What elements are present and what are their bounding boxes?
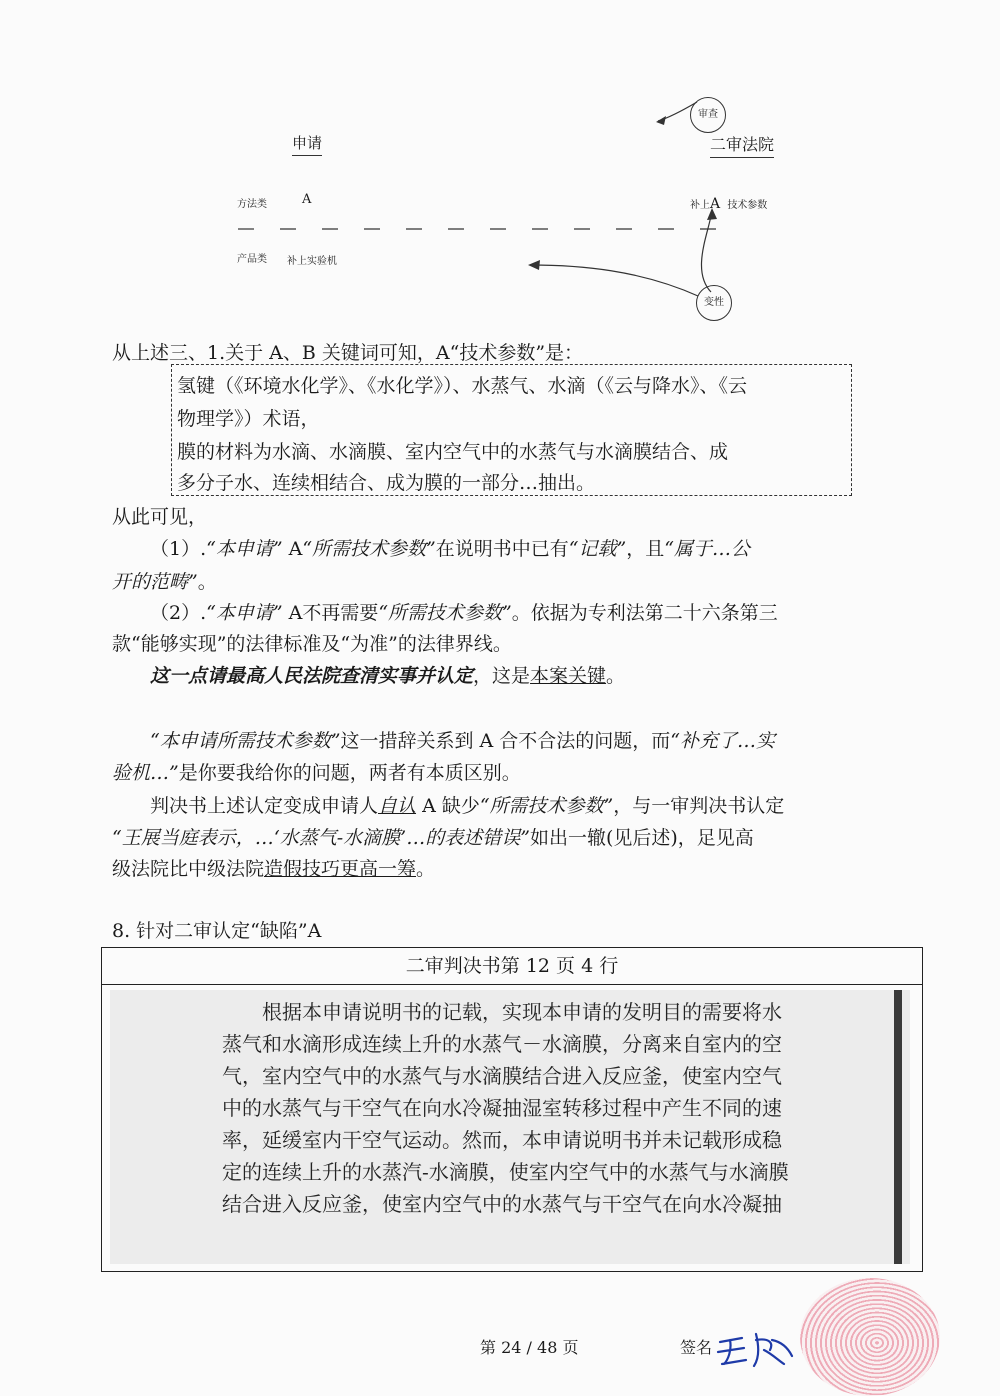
point-2-line-2: 款“能够实现”的法律标准及“为准”的法律界线。 (112, 633, 512, 655)
para-3-text-2: 是你要我给你的问题，两者有本质区别。 (178, 762, 521, 784)
scan-line-4: 中的水蒸气与干空气在向水冷凝抽湿室转移过程中产生不同的速 (222, 1096, 782, 1120)
point-1-quote-d-cont: 开的范畴” (112, 571, 198, 593)
scan-line-1: 根据本申请说明书的记载，实现本申请的发明目的需要将水 (262, 1000, 782, 1024)
diagram-left-title: 申请 (292, 132, 322, 156)
scanned-excerpt (110, 990, 910, 1264)
key-point-line (150, 660, 950, 693)
box-line-4: 多分子水、连续相结合、成为膜的一部分…抽出。 (177, 472, 596, 494)
quote-table-title: 二审判决书第 12 页 4 行 (102, 948, 922, 985)
point-2-num: （2）. (150, 602, 207, 624)
para-4-text-b: A 缺少 (416, 795, 480, 817)
point-1-quote-a: “本申请” (206, 538, 283, 560)
point-1-line-2 (112, 566, 912, 599)
box-line-1: 氢键（《环境水化学》、《水化学》）、水蒸气、水滴（《云与降水》、《云 (177, 375, 748, 397)
para-3-quote-b: “补充了…实 (670, 730, 775, 752)
diagram-lines (0, 0, 1000, 340)
point-2-text: 。依据为专利法第二十六条第三 (511, 602, 778, 624)
quote-table (101, 947, 923, 1272)
point-1-quote-c: “记载” (568, 538, 627, 560)
para-3-quote-a: “本申请所需技术参数” (150, 730, 341, 752)
scan-line-7: 结合进入反应釜，使室内空气中的水蒸气与干空气在向水冷凝抽 (222, 1192, 782, 1216)
sign-label: 签名 (680, 1338, 713, 1357)
scan-line-3: 气，室内空气中的水蒸气与水滴膜结合进入反应釜，使室内空气 (222, 1064, 782, 1088)
review-circle-label: 审查 (698, 109, 718, 120)
point-2-quote-a: “本申请” (206, 602, 283, 624)
para-4-text-c: ，与一审判决书认定 (613, 795, 785, 817)
right-add-value: A (710, 196, 721, 212)
product-label: 产品类 (237, 254, 267, 265)
section-8-heading: 8. 针对二审认定“缺陷”A (112, 920, 322, 942)
intro-line: 从上述三、1.关于 A、B 关键词可知，A“技术参数”是： (112, 342, 584, 364)
para-4-text-a: 判决书上述认定变成申请人 (150, 795, 379, 817)
key-point-emphasis: 这一点请最高人民法院查清实事并认定 (150, 665, 474, 687)
para-4-text-d: 如出一辙(见后述)，足见高 (529, 827, 754, 849)
point-1-line-1 (150, 533, 950, 566)
para-4-end: 。 (416, 858, 436, 880)
point-1-quote-b: “所需技术参数” (302, 538, 436, 560)
point-2-a: A不再需要 (282, 602, 379, 624)
point-2-quote-b: “所需技术参数” (378, 602, 512, 624)
page-number: 第 24 / 48 页 (480, 1338, 579, 1357)
point-1-and: ，且 (626, 538, 665, 560)
point-2-line-1 (150, 597, 950, 630)
point-1-a: A (282, 538, 303, 560)
para-4-text-e: 级法院比中级法院 (112, 858, 265, 880)
method-value: A (302, 192, 312, 207)
para-3-quote-b-cont: 验机…” (112, 762, 179, 784)
diagram-right-title: 二审法院 (710, 132, 774, 158)
box-line-3: 膜的材料为水滴、水滴膜、室内空气中的水蒸气与水滴膜结合、成 (177, 441, 729, 463)
product-value: 补上实验机 (287, 256, 337, 267)
see-line: 从此可见， (112, 506, 208, 528)
scan-edge (894, 990, 902, 1264)
para-4-line-1 (150, 790, 950, 823)
para-4-line-2 (112, 822, 912, 855)
transform-circle-label: 变性 (704, 297, 724, 308)
para-4-quote-2: “王展当庭表示，…‘水蒸气-水滴膜’…的表述错误” (112, 827, 530, 849)
right-add-suffix: 技术参数 (727, 200, 768, 211)
para-4-line-3 (112, 853, 912, 886)
scanned-text (222, 996, 822, 1220)
point-1-end: 。 (197, 571, 217, 593)
key-point-underline: 本案关键 (530, 665, 607, 687)
method-label: 方法类 (237, 199, 267, 210)
scan-line-5: 率，延缓室内干空气运动。然而，本申请说明书并未记载形成稳 (222, 1128, 782, 1152)
point-1-num: （1）. (150, 538, 207, 560)
point-1-quote-d: “属于…公 (664, 538, 750, 560)
key-point-end: 。 (606, 665, 626, 687)
para-3-line-2 (112, 757, 912, 790)
fingerprint-stamp (800, 1278, 940, 1396)
signature-image (712, 1320, 812, 1370)
para-4-self-admit: 自认 (378, 795, 417, 817)
point-1-text: 在说明书中已有 (435, 538, 569, 560)
key-point-mid: ，这是 (473, 665, 531, 687)
right-add-prefix: 补上 (690, 200, 710, 211)
para-3-text: 这一措辞关系到 A 合不合法的问题，而 (340, 730, 671, 752)
para-3-line-1 (150, 725, 950, 758)
para-4-quote: “所需技术参数” (479, 795, 614, 817)
box-line-2: 物理学》）术语， (177, 408, 320, 430)
scan-line-2: 蒸气和水滴形成连续上升的水蒸气－水滴膜，分离来自室内的空 (222, 1032, 782, 1056)
scan-line-6: 定的连续上升的水蒸汽-水滴膜，使室内空气中的水蒸气与水滴膜 (222, 1160, 789, 1184)
para-4-underline: 造假技巧更高一筹 (264, 858, 417, 880)
